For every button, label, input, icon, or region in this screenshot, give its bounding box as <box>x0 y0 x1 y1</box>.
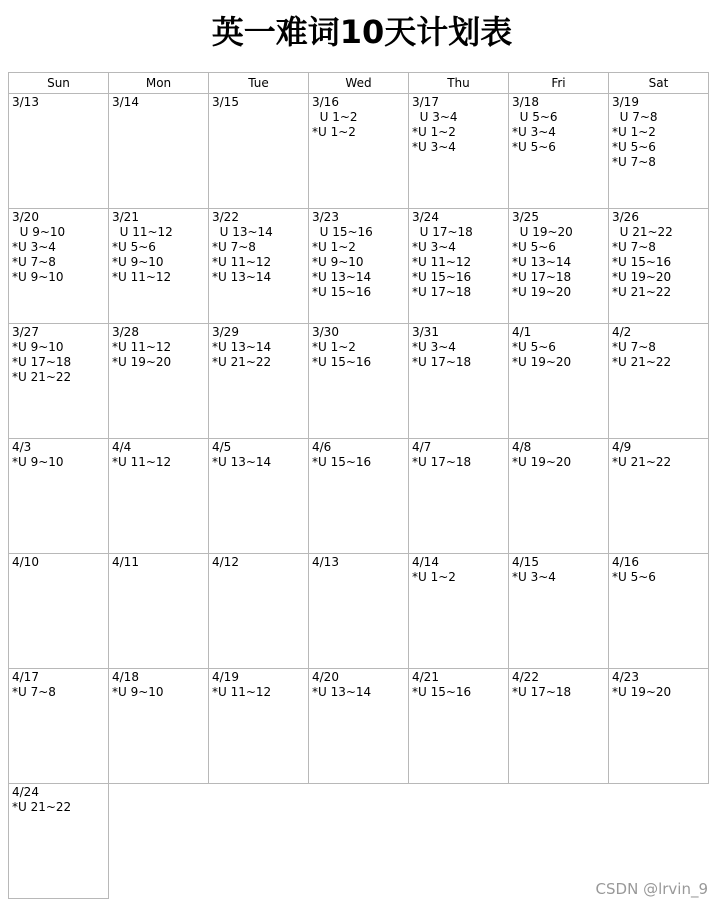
calendar-table <box>8 72 708 898</box>
unit-task: *U 7~8 <box>12 255 56 269</box>
unit-task: *U 21~22 <box>612 285 672 299</box>
unit-task: *U 15~16 <box>312 355 372 369</box>
unit-task: U 11~12 <box>112 225 173 239</box>
day-cell <box>308 323 409 439</box>
unit-task: U 15~16 <box>312 225 373 239</box>
unit-task: U 1~2 <box>312 110 358 124</box>
day-cell <box>408 438 509 554</box>
day-cell <box>208 93 309 209</box>
weekday-header-sat: Sat <box>608 72 709 94</box>
day-cell <box>408 93 509 209</box>
day-cell <box>608 208 709 324</box>
day-cell <box>608 438 709 554</box>
day-cell <box>8 553 109 669</box>
week-row <box>8 323 708 438</box>
unit-task: *U 11~12 <box>112 270 172 284</box>
calendar-body <box>8 93 708 898</box>
day-cell <box>508 323 609 439</box>
day-date: 4/23 <box>612 670 639 684</box>
weekday-header-thu: Thu <box>408 72 509 94</box>
unit-task: *U 19~20 <box>512 455 572 469</box>
day-date: 4/21 <box>412 670 439 684</box>
day-cell <box>208 553 309 669</box>
unit-task: *U 9~10 <box>112 255 164 269</box>
day-cell <box>208 668 309 784</box>
unit-task: U 5~6 <box>512 110 558 124</box>
unit-task: *U 7~8 <box>212 240 256 254</box>
unit-task: *U 15~16 <box>312 455 372 469</box>
page-title: 英一难词10天计划表 <box>211 13 513 51</box>
unit-task: *U 17~18 <box>412 455 472 469</box>
unit-task: *U 9~10 <box>12 455 64 469</box>
day-date: 3/31 <box>412 325 439 339</box>
day-cell <box>308 93 409 209</box>
day-cell <box>508 668 609 784</box>
day-date: 3/30 <box>312 325 339 339</box>
unit-task: U 7~8 <box>612 110 658 124</box>
unit-task: *U 5~6 <box>612 570 656 584</box>
day-cell <box>108 93 209 209</box>
unit-task: *U 7~8 <box>612 240 656 254</box>
day-cell <box>108 208 209 324</box>
weekday-header-tue: Tue <box>208 72 309 94</box>
day-cell <box>108 438 209 554</box>
unit-task: *U 1~2 <box>412 125 456 139</box>
day-date: 4/16 <box>612 555 639 569</box>
unit-task: *U 9~10 <box>112 685 164 699</box>
day-cell <box>408 208 509 324</box>
day-cell <box>308 438 409 554</box>
day-cell <box>8 93 109 209</box>
week-row <box>8 668 708 783</box>
unit-task: *U 13~14 <box>512 255 572 269</box>
day-cell <box>8 323 109 439</box>
unit-task: *U 3~4 <box>12 240 56 254</box>
unit-task: *U 5~6 <box>512 340 556 354</box>
day-date: 3/26 <box>612 210 639 224</box>
day-date: 3/14 <box>112 95 139 109</box>
weekday-header-wed: Wed <box>308 72 409 94</box>
unit-task: *U 17~18 <box>412 285 472 299</box>
day-cell <box>608 553 709 669</box>
day-date: 3/15 <box>212 95 239 109</box>
day-date: 4/2 <box>612 325 632 339</box>
day-cell <box>108 553 209 669</box>
unit-task: *U 11~12 <box>212 255 272 269</box>
day-cell <box>508 208 609 324</box>
day-cell <box>608 323 709 439</box>
day-date: 3/13 <box>12 95 39 109</box>
day-date: 4/14 <box>412 555 439 569</box>
day-date: 4/18 <box>112 670 139 684</box>
day-date: 3/17 <box>412 95 439 109</box>
day-date: 3/20 <box>12 210 39 224</box>
unit-task: *U 13~14 <box>212 340 272 354</box>
unit-task: *U 15~16 <box>312 285 372 299</box>
unit-task: U 17~18 <box>412 225 473 239</box>
unit-task: *U 21~22 <box>12 800 72 814</box>
unit-task: *U 17~18 <box>412 355 472 369</box>
unit-task: *U 3~4 <box>412 240 456 254</box>
unit-task: *U 3~4 <box>412 140 456 154</box>
unit-task: *U 7~8 <box>12 685 56 699</box>
day-cell <box>208 438 309 554</box>
weekday-header-mon: Mon <box>108 72 209 94</box>
watermark: CSDN @lrvin_9 <box>595 880 708 898</box>
day-date: 4/15 <box>512 555 539 569</box>
day-cell <box>508 93 609 209</box>
day-cell <box>208 323 309 439</box>
unit-task: *U 9~10 <box>12 340 64 354</box>
unit-task: *U 15~16 <box>412 685 472 699</box>
day-date: 4/22 <box>512 670 539 684</box>
day-cell <box>108 668 209 784</box>
weekday-header-row <box>8 72 708 93</box>
unit-task: U 19~20 <box>512 225 573 239</box>
unit-task: *U 5~6 <box>112 240 156 254</box>
unit-task: *U 19~20 <box>512 285 572 299</box>
day-date: 4/10 <box>12 555 39 569</box>
day-date: 3/19 <box>612 95 639 109</box>
day-date: 4/6 <box>312 440 332 454</box>
unit-task: *U 19~20 <box>112 355 172 369</box>
unit-task: *U 7~8 <box>612 155 656 169</box>
weekday-header-fri: Fri <box>508 72 609 94</box>
day-cell <box>308 553 409 669</box>
day-date: 4/5 <box>212 440 232 454</box>
day-date: 3/22 <box>212 210 239 224</box>
day-cell <box>608 668 709 784</box>
day-date: 4/19 <box>212 670 239 684</box>
unit-task: *U 3~4 <box>412 340 456 354</box>
day-date: 3/24 <box>412 210 439 224</box>
unit-task: *U 1~2 <box>612 125 656 139</box>
day-date: 3/16 <box>312 95 339 109</box>
unit-task: *U 3~4 <box>512 125 556 139</box>
unit-task: *U 5~6 <box>512 140 556 154</box>
day-date: 4/17 <box>12 670 39 684</box>
unit-task: *U 13~14 <box>212 270 272 284</box>
unit-task: *U 9~10 <box>12 270 64 284</box>
day-date: 4/13 <box>312 555 339 569</box>
unit-task: *U 13~14 <box>312 685 372 699</box>
day-cell <box>208 208 309 324</box>
day-cell <box>8 438 109 554</box>
unit-task: *U 17~18 <box>512 270 572 284</box>
day-cell <box>8 668 109 784</box>
day-date: 4/8 <box>512 440 532 454</box>
day-cell <box>108 323 209 439</box>
day-date: 3/25 <box>512 210 539 224</box>
weekday-header-sun: Sun <box>8 72 109 94</box>
day-date: 4/9 <box>612 440 632 454</box>
day-date: 4/11 <box>112 555 139 569</box>
unit-task: U 13~14 <box>212 225 273 239</box>
week-row <box>8 438 708 553</box>
unit-task: *U 17~18 <box>12 355 72 369</box>
unit-task: *U 21~22 <box>612 455 672 469</box>
day-cell <box>308 668 409 784</box>
unit-task: *U 1~2 <box>312 340 356 354</box>
day-cell <box>408 668 509 784</box>
week-row <box>8 553 708 668</box>
day-date: 4/4 <box>112 440 132 454</box>
unit-task: *U 1~2 <box>312 240 356 254</box>
unit-task: *U 15~16 <box>612 255 672 269</box>
unit-task: *U 5~6 <box>612 140 656 154</box>
unit-task: *U 13~14 <box>212 455 272 469</box>
unit-task: *U 11~12 <box>112 455 172 469</box>
day-date: 4/1 <box>512 325 532 339</box>
unit-task: *U 13~14 <box>312 270 372 284</box>
unit-task: *U 1~2 <box>312 125 356 139</box>
day-date: 4/3 <box>12 440 32 454</box>
day-date: 3/23 <box>312 210 339 224</box>
unit-task: *U 1~2 <box>412 570 456 584</box>
unit-task: *U 11~12 <box>112 340 172 354</box>
day-cell <box>508 438 609 554</box>
unit-task: *U 5~6 <box>512 240 556 254</box>
day-cell <box>8 208 109 324</box>
unit-task: *U 3~4 <box>512 570 556 584</box>
unit-task: *U 21~22 <box>12 370 72 384</box>
day-date: 3/18 <box>512 95 539 109</box>
unit-task: *U 19~20 <box>512 355 572 369</box>
day-date: 3/29 <box>212 325 239 339</box>
unit-task: *U 11~12 <box>212 685 272 699</box>
week-row <box>8 208 708 323</box>
unit-task: U 3~4 <box>412 110 458 124</box>
week-row <box>8 93 708 208</box>
unit-task: U 21~22 <box>612 225 673 239</box>
unit-task: U 9~10 <box>12 225 66 239</box>
day-cell <box>308 208 409 324</box>
day-date: 3/27 <box>12 325 39 339</box>
day-cell <box>608 93 709 209</box>
day-date: 4/24 <box>12 785 39 799</box>
day-date: 3/28 <box>112 325 139 339</box>
day-cell <box>408 323 509 439</box>
unit-task: *U 15~16 <box>412 270 472 284</box>
day-date: 4/7 <box>412 440 432 454</box>
unit-task: *U 7~8 <box>612 340 656 354</box>
unit-task: *U 17~18 <box>512 685 572 699</box>
day-date: 4/12 <box>212 555 239 569</box>
unit-task: *U 9~10 <box>312 255 364 269</box>
day-cell <box>8 783 109 899</box>
unit-task: *U 21~22 <box>212 355 272 369</box>
day-cell <box>408 553 509 669</box>
day-date: 4/20 <box>312 670 339 684</box>
day-cell <box>508 553 609 669</box>
unit-task: *U 11~12 <box>412 255 472 269</box>
unit-task: *U 19~20 <box>612 270 672 284</box>
unit-task: *U 21~22 <box>612 355 672 369</box>
day-date: 3/21 <box>112 210 139 224</box>
unit-task: *U 19~20 <box>612 685 672 699</box>
